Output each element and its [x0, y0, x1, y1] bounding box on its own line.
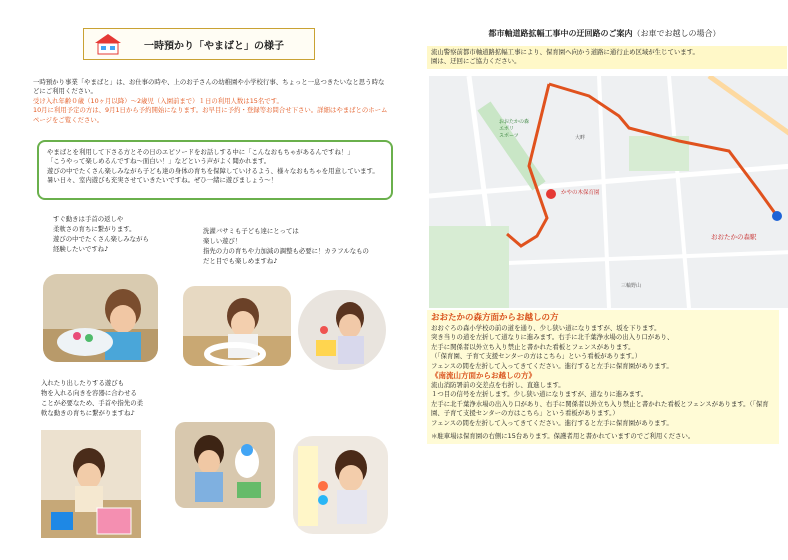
route-map	[429, 76, 788, 308]
route-1-line-5: フェンスの間を左折して入ってきてください。進行すると左手に保育園があります。	[431, 361, 673, 370]
map-destination-label: かやの木保育園	[561, 190, 600, 196]
route-2-line-4: フェンスの間を左折して入ってきてください。進行すると左手に保育園があります。	[431, 418, 673, 427]
map-station-label: おおたかの森駅	[711, 233, 757, 241]
caption-1-line: 遊びの中でたくさん楽しみながら	[53, 235, 149, 243]
photo-box-play	[41, 430, 141, 538]
caption-2	[203, 226, 369, 266]
caption-2-line: だと目でも楽しめますね♪	[203, 257, 278, 265]
caption-2-line: 洗濯バサミも子ども達にとっては	[203, 227, 299, 235]
episode-line-2: 「こうやって楽しめるんですね～面白い！」などという声がよく聞かれます。	[47, 157, 271, 166]
caption-1-line: 柔軟さの育ちに繋がります。	[53, 225, 136, 233]
route-1-line-3: 左手に関係者以外立ち入り禁止と書かれた看板とフェンスがあります。	[431, 342, 635, 351]
detour-title-sub: （お車でお越しの場合）	[632, 29, 721, 38]
episode-line-1: やまばとを利用して下さる方とその日のエピソードをお話しする中に「こんなおもちゃがあるんですね！」	[47, 148, 354, 156]
caption-2-line: 指先の力の育ちや力加減の調整も必要に！カラフルなもの	[203, 247, 369, 255]
map-landmark-2: 大畔	[575, 135, 586, 141]
intro-line-3: 10月に利用予定の方は、9月1日から予約開始になります。お早目に予約・登録等お問合せ下さい。詳細はやまばとのホームページをご覧ください。	[33, 106, 388, 124]
episode-line-3: 遊びの中でたくさん楽しみながら子ども達の身体の育ちを保障していけるよう、様々なおもちゃを用意しています。暑い日々、室内遊びも充実させていきたいですね。ぜひ一緒に遊びましょう～！	[47, 166, 379, 185]
detour-note-line-2: 園は、迂回にご協力ください。	[431, 57, 521, 66]
photo-wall-toy	[293, 436, 388, 534]
caption-3-line: 物を入れる向きを容器に合わせる	[41, 389, 137, 397]
route-2-line-2: １つ目の信号を左折します。少し狭い道になりますが、道なりに進みます。	[431, 390, 648, 399]
page-title: 一時預かり「やまばと」の様子	[144, 41, 284, 52]
route-1-line-2: 突き当りの道を左折して道なりに進みます。右手に北千葉浄水場の出入り口があり、	[431, 333, 674, 342]
left-pane	[13, 18, 393, 538]
route-directions	[427, 310, 779, 444]
detour-note-line-1: 流山警察前都市軸道路拡幅工事により、保育園へ向かう道路に通行止め区域が生じています。	[431, 48, 699, 56]
intro-line-2: 受け入れ年齢０歳（10ヶ月以降）～2歳児（入園前まで）１日の利用人数は15名です。	[33, 96, 283, 105]
photo-clothespins	[183, 286, 291, 366]
caption-3	[41, 378, 143, 418]
house-icon	[94, 33, 122, 55]
detour-title	[417, 28, 788, 39]
caption-1-line: すぐ動きは手首の返しや	[53, 215, 124, 223]
detour-title-main: 都市軸道路拡幅工事中の迂回路のご案内	[488, 29, 633, 38]
map-park-label: おおたかの森 エポリ スポーツ	[499, 119, 530, 139]
detour-note	[427, 46, 787, 69]
intro-text	[33, 78, 388, 125]
photo-water-play	[43, 274, 158, 362]
route-1-line-4: （「保育園、子育て支援センターの方はこちら」という看板があります。）	[431, 352, 642, 361]
photo-container-play	[175, 422, 275, 508]
route-2-line-1: 流山消防署前の交差点を右折し、直進します。	[431, 381, 565, 390]
route-2-line-3: 左手に北千葉浄水場の出入り口があり、右手に関係者以外立ち入り禁止と書かれた看板とフェンスがあります。（「保育園、子育て支援センターの方はこちら」という看板があります。）	[431, 399, 769, 418]
caption-1	[53, 214, 149, 254]
intro-line-1: 一時預かり事業「やまばと」は、お仕事の時や、上のお子さんの幼稚園や小学校行事、ちょっと一息つきたいなと思う時などにご利用ください。	[33, 78, 385, 96]
parking-note: ＊駐車場は保育園の右側に15台あります。保護者用と書かれていますのでご利用ください。	[431, 432, 695, 441]
caption-2-line: 楽しい遊び！	[203, 237, 242, 245]
caption-3-line: 入れたり出したりする遊びも	[41, 379, 125, 387]
title-box	[83, 28, 315, 60]
caption-3-line: 軟な動きの育ちに繋がりますね♪	[41, 409, 135, 417]
photo-toy-dropping	[298, 290, 386, 370]
route-2-title: 《南流山方面からお越しの方》	[431, 371, 536, 381]
caption-3-line: ことが必要なため、手首や指先の柔	[41, 399, 143, 407]
route-1-line-1: おおぐろの森小学校の前の道を通り、少し狭い道になりますが、坂を下ります。	[431, 324, 661, 332]
route-1-title: おおたかの森方面からお越しの方	[431, 313, 559, 323]
caption-1-line: 経験したいですね♪	[53, 245, 109, 253]
right-pane	[417, 18, 788, 538]
episode-box	[37, 140, 393, 200]
map-landmark-1: 三輪野山	[621, 283, 642, 289]
